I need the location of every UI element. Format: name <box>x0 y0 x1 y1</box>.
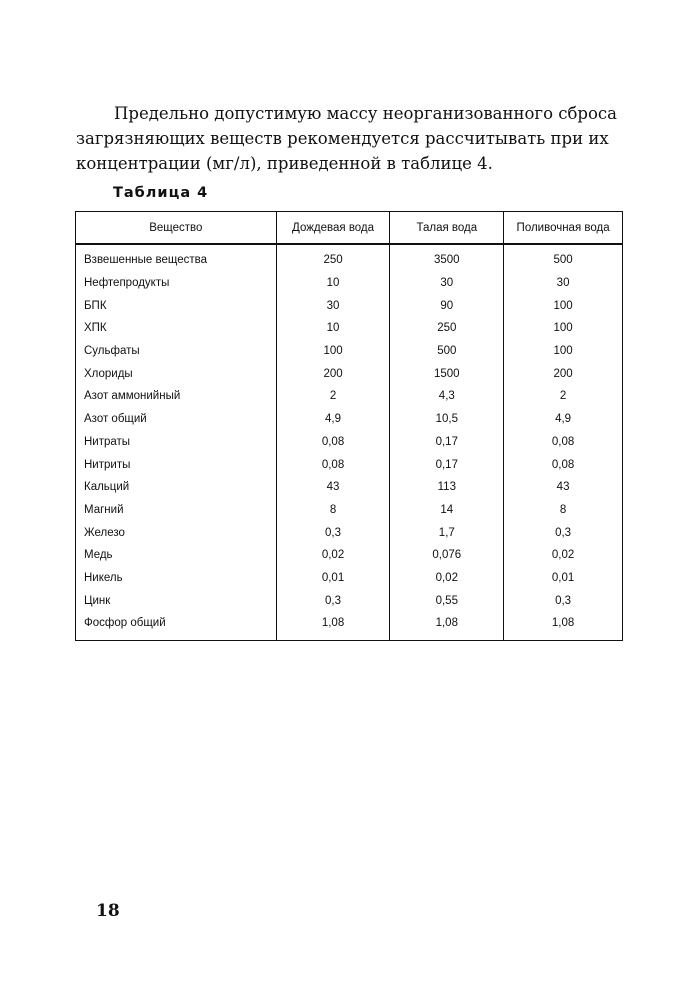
rain-water-cell: 30 <box>276 294 390 317</box>
melt-water-cell: 0,17 <box>390 431 504 454</box>
substance-cell: Фосфор общий <box>76 612 277 640</box>
melt-water-cell: 14 <box>390 499 504 522</box>
page-number: 18 <box>96 901 120 921</box>
irrigation-water-cell: 4,9 <box>555 413 572 426</box>
rain-water-cell: 0,02 <box>276 544 390 567</box>
rain-water-cell: 0,3 <box>276 589 390 612</box>
melt-water-cell: 90 <box>390 294 504 317</box>
rain-water-cell: 250 <box>276 244 390 272</box>
table-row <box>76 499 623 522</box>
table-body <box>76 244 623 640</box>
substance-cell: Нитриты <box>76 453 277 476</box>
rain-water-cell: 200 <box>276 362 390 385</box>
substance-cell: Сульфаты <box>76 340 277 363</box>
irrigation-water-cell: 0,01 <box>551 571 575 584</box>
substance-cell: Магний <box>76 499 277 522</box>
melt-water-cell: 113 <box>390 476 504 499</box>
paragraph-line: концентрации (мг/л), приведенной в таблице 4. <box>76 154 493 173</box>
substance-cell: Никель <box>76 567 277 590</box>
column-header-irrigation-water: Поливочная вода <box>504 212 623 245</box>
substance-cell: Железо <box>76 521 277 544</box>
irrigation-water-cell: 30 <box>556 277 570 290</box>
irrigation-water-cell: 2 <box>559 390 567 403</box>
substance-cell: Цинк <box>76 589 277 612</box>
column-header-rain-water: Дождевая вода <box>276 212 390 245</box>
melt-water-cell: 1,7 <box>390 521 504 544</box>
rain-water-cell: 43 <box>276 476 390 499</box>
column-header-melt-water: Талая вода <box>390 212 504 245</box>
irrigation-water-cell: 8 <box>559 503 567 516</box>
irrigation-water-cell: 100 <box>553 322 573 335</box>
substance-cell: БПК <box>76 294 277 317</box>
melt-water-cell: 10,5 <box>390 408 504 431</box>
rain-water-cell: 1,08 <box>276 612 390 640</box>
irrigation-water-cell: 0,3 <box>555 526 572 539</box>
irrigation-water-cell: 200 <box>553 367 573 380</box>
substance-cell: Медь <box>76 544 277 567</box>
melt-water-cell: 250 <box>390 317 504 340</box>
irrigation-water-cell: 0,08 <box>551 458 575 471</box>
melt-water-cell: 30 <box>390 272 504 295</box>
substance-cell: Хлориды <box>76 362 277 385</box>
irrigation-water-cell: 100 <box>553 345 573 358</box>
irrigation-water-cell: 0,02 <box>551 549 575 562</box>
irrigation-water-cell: 0,08 <box>551 435 575 448</box>
rain-water-cell: 10 <box>276 272 390 295</box>
substance-cell: Азот аммонийный <box>76 385 277 408</box>
rain-water-cell: 10 <box>276 317 390 340</box>
melt-water-cell: 500 <box>390 340 504 363</box>
table-row <box>76 476 623 499</box>
table-row <box>76 408 623 431</box>
table-row <box>76 431 623 454</box>
paragraph-line: загрязняющих веществ рекомендуется рассчитывать при их <box>76 129 609 148</box>
substance-cell: Взвешенные вещества <box>76 244 277 272</box>
table-row <box>76 317 623 340</box>
rain-water-cell: 0,08 <box>276 431 390 454</box>
irrigation-water-cell: 500 <box>553 254 573 267</box>
table-row <box>76 362 623 385</box>
irrigation-water-cell: 100 <box>553 299 573 312</box>
column-header-substance: Вещество <box>76 212 277 245</box>
melt-water-cell: 3500 <box>390 244 504 272</box>
table-row <box>76 589 623 612</box>
melt-water-cell: 0,076 <box>390 544 504 567</box>
substance-cell: Кальций <box>76 476 277 499</box>
rain-water-cell: 0,01 <box>276 567 390 590</box>
table-row <box>76 340 623 363</box>
rain-water-cell: 4,9 <box>276 408 390 431</box>
table-row <box>76 544 623 567</box>
melt-water-cell: 0,55 <box>390 589 504 612</box>
table-row <box>76 272 623 295</box>
irrigation-water-cell: 0,3 <box>555 594 572 607</box>
table-row <box>76 521 623 544</box>
substance-cell: Азот общий <box>76 408 277 431</box>
body-paragraph <box>76 101 628 176</box>
rain-water-cell: 0,08 <box>276 453 390 476</box>
table-row <box>76 612 623 640</box>
table-row <box>76 385 623 408</box>
substance-cell: ХПК <box>76 317 277 340</box>
melt-water-cell: 0,02 <box>390 567 504 590</box>
table-row <box>76 567 623 590</box>
table-row <box>76 453 623 476</box>
irrigation-water-cell: 43 <box>556 481 570 494</box>
concentration-table <box>75 211 623 641</box>
substance-cell: Нефтепродукты <box>76 272 277 295</box>
table-row <box>76 294 623 317</box>
melt-water-cell: 1500 <box>390 362 504 385</box>
substance-cell: Нитраты <box>76 431 277 454</box>
rain-water-cell: 2 <box>276 385 390 408</box>
melt-water-cell: 1,08 <box>390 612 504 640</box>
rain-water-cell: 100 <box>276 340 390 363</box>
irrigation-water-cell: 1,08 <box>551 617 575 630</box>
rain-water-cell: 0,3 <box>276 521 390 544</box>
table-header-row <box>76 212 623 245</box>
rain-water-cell: 8 <box>276 499 390 522</box>
paragraph-line: Предельно допустимую массу неорганизованного сброса <box>114 104 618 123</box>
table-caption: Таблица 4 <box>113 185 209 201</box>
melt-water-cell: 0,17 <box>390 453 504 476</box>
melt-water-cell: 4,3 <box>390 385 504 408</box>
table-row <box>76 244 623 272</box>
